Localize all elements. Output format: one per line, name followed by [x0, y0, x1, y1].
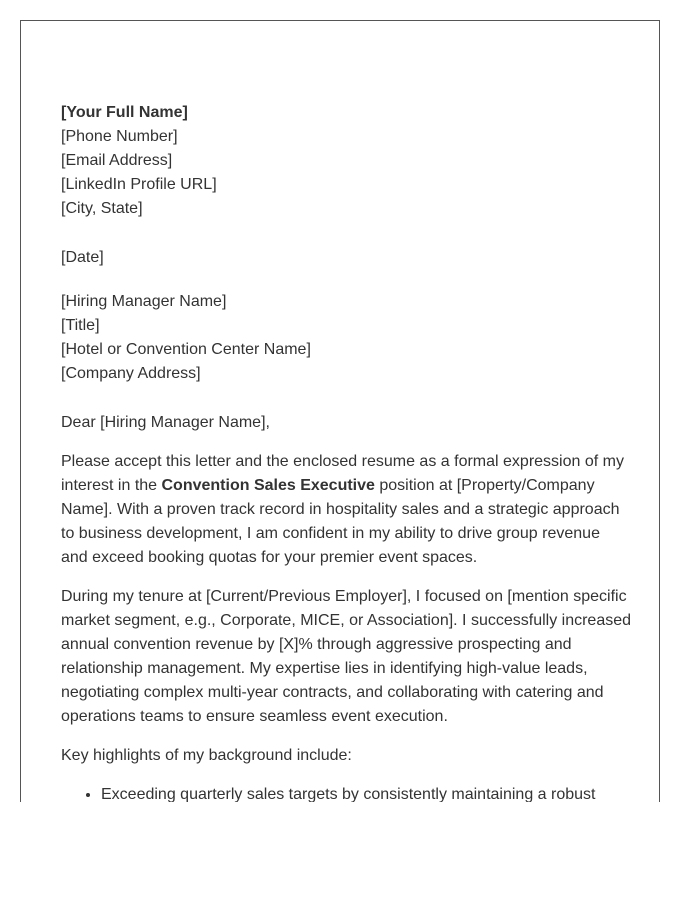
letter-date: [Date]: [61, 249, 104, 266]
highlights-list: [61, 783, 631, 802]
recipient-organization: [Hotel or Convention Center Name]: [61, 341, 311, 358]
paragraph-intro: [61, 450, 631, 570]
sender-location: [City, State]: [61, 200, 143, 217]
sender-email: [Email Address]: [61, 152, 173, 169]
paragraph-intro-after: position at [Property/Company Name]. With a proven track record in hospitality sales and a strategic approach to business development, I am confident in my ability to drive group revenue and exceed booking quotas for your premier event spaces.: [61, 477, 620, 566]
letter-page: [20, 20, 660, 802]
sender-phone: [Phone Number]: [61, 128, 178, 145]
sender-name: [Your Full Name]: [61, 104, 188, 121]
position-title: Convention Sales Executive: [161, 477, 375, 494]
sender-block: [61, 101, 631, 221]
paragraph-intro-before: Please accept this letter and the enclosed resume as a formal expression of my interest in the: [61, 453, 624, 494]
salutation: Dear [Hiring Manager Name],: [61, 414, 270, 431]
paragraph-experience: During my tenure at [Current/Previous Employer], I focused on [mention specific market segment, e.g., Corporate, MICE, or Association]. I successfully increased annual convention revenue by [X]% through aggressive prospecting and relationship management. My expertise lies in identifying high-value leads, negotiating complex multi-year contracts, and collaborating with catering and operations teams to ensure seamless event execution.: [61, 588, 632, 725]
recipient-name: [Hiring Manager Name]: [61, 293, 227, 310]
recipient-address: [Company Address]: [61, 365, 201, 382]
highlights-intro: Key highlights of my background include:: [61, 747, 352, 764]
letter-content: [61, 101, 631, 802]
recipient-title: [Title]: [61, 317, 100, 334]
sender-linkedin: [LinkedIn Profile URL]: [61, 176, 217, 193]
recipient-block: [61, 290, 631, 386]
highlight-item: • Exceeding quarterly sales targets by consistently maintaining a robust: [101, 783, 631, 802]
